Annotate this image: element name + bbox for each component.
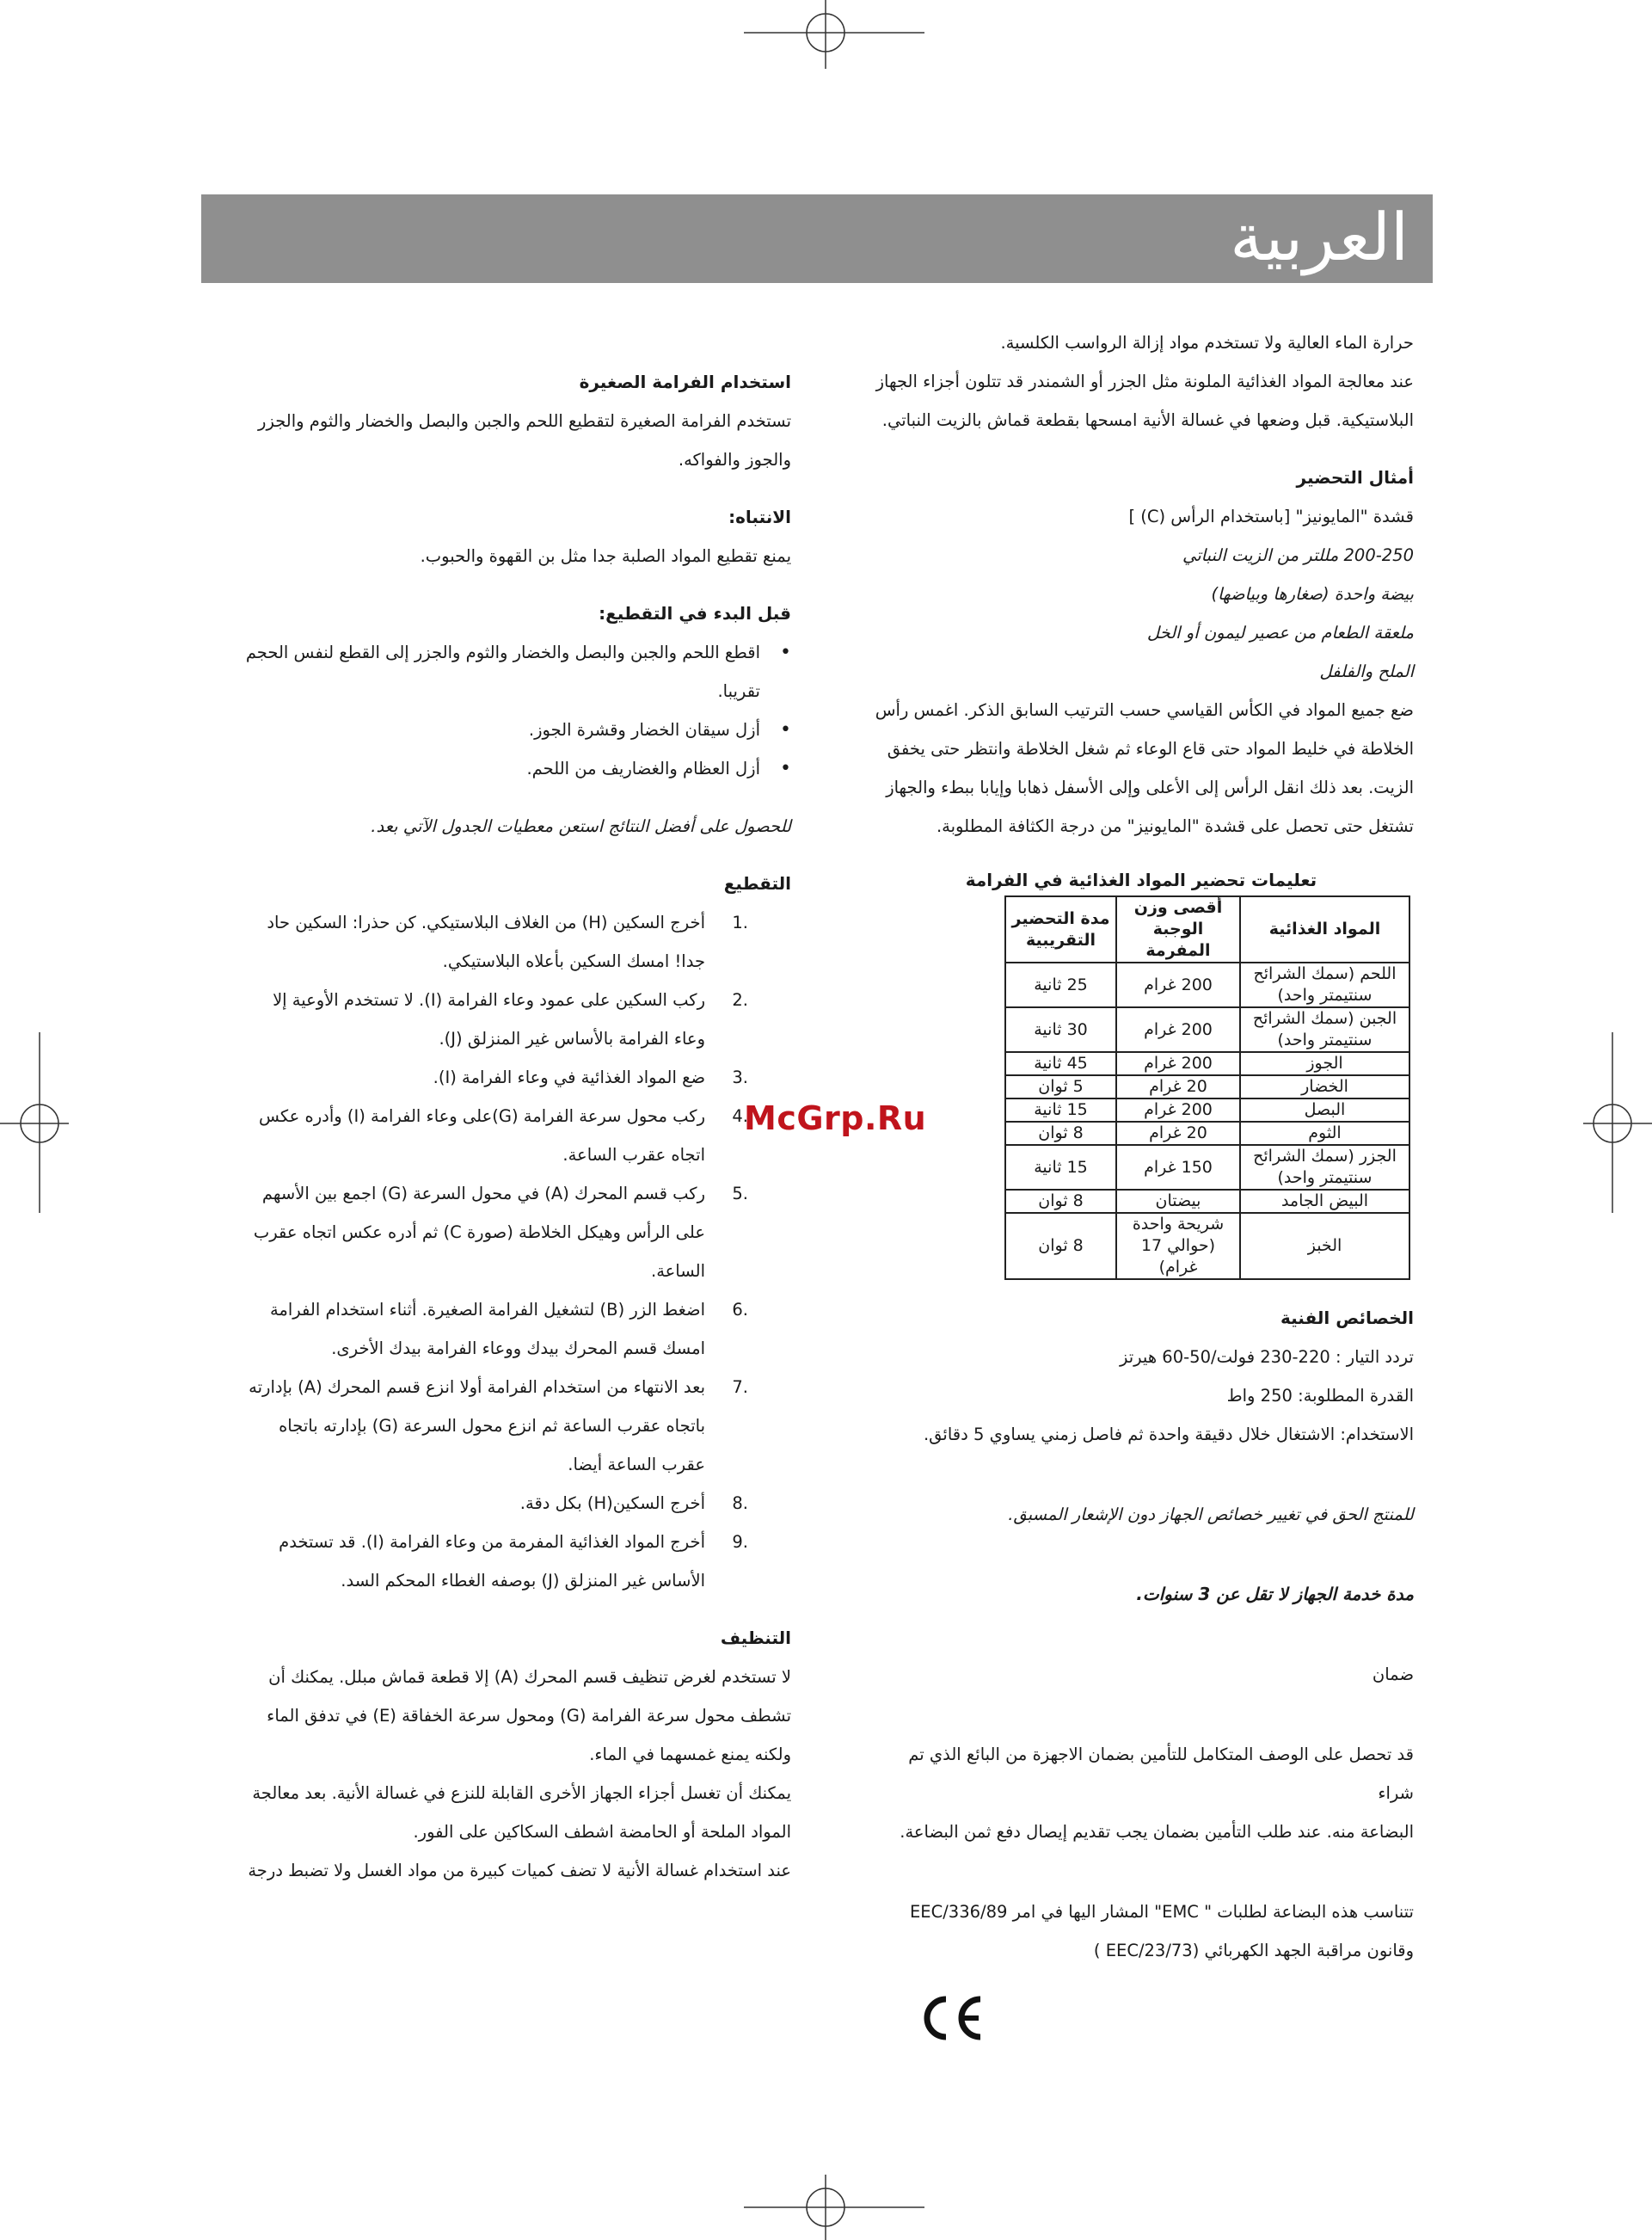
right-column — [869, 323, 1414, 1970]
cleaning-line: يمكنك أن تغسل أجزاء الجهاز الأخرى القابلة للنزع في غسالة الأنية. بعد معالجة — [252, 1783, 791, 1803]
table-cell: البيض الجامد — [1240, 1190, 1409, 1213]
crop-mark-bottom — [744, 2175, 924, 2240]
list-item: • أزل سيقان الخضار وقشرة الجوز. — [241, 711, 791, 749]
table-cell: الخبز — [1240, 1213, 1409, 1279]
cleaning-line: ولكنه يمنع غمسهما في الماء. — [589, 1745, 791, 1764]
step-text: اضغط الزر (B) لتشغيل الفرامة الصغيرة. أثناء استخدام الفرامة امسك قسم المحرك بيدك ووعاء الفرامة بيدك الأخرى. — [269, 1300, 705, 1358]
spec-line: القدرة المطلوبة: 250 واط — [1226, 1386, 1414, 1406]
table-cell: 15 ثانية — [1005, 1145, 1116, 1190]
table-cell: 30 ثانية — [1005, 1007, 1116, 1052]
attention-heading: الانتباه: — [728, 507, 791, 527]
mini-chopper-line: تستخدم الفرامة الصغيرة لتقطيع اللحم والجبن والبصل والخضار والثوم والجزر — [258, 411, 791, 431]
cutting-heading: التقطيع — [723, 873, 791, 894]
recipe-line: 200-250 مللتر من الزيت النباتي — [1182, 545, 1414, 565]
table-row — [1005, 1075, 1409, 1098]
step-text: بعد الانتهاء من استخدام الفرامة أولا انزع قسم المحرك (A) بإدارته باتجاه عقرب الساعة ثم انزع محول السرعة (G) بإدارته باتجاه عقرب الساعة أيضا. — [249, 1377, 705, 1474]
table-row — [1005, 1213, 1409, 1279]
table-row — [1005, 1098, 1409, 1122]
step-number: 3. — [732, 1068, 748, 1087]
step-text: ركب السكين على عمود وعاء الفرامة (I). لا تستخدم الأوعية إلا وعاء الفرامة بالأساس غير المنزلق (J). — [273, 990, 705, 1049]
cutting-step — [241, 903, 791, 981]
spec-line: الاستخدام: الاشتغال خلال دقيقة واحدة ثم فاصل زمني يساوي 5 دقائق. — [923, 1425, 1414, 1444]
step-text: أخرج السكين (H) من الغلاف البلاستيكي. كن حذرا: السكين حاد جدا! امسك السكين بأعلاه البلاستيكي. — [267, 913, 705, 971]
table-row — [1005, 1122, 1409, 1145]
recipe-step-line: تشتغل حتى تحصل على قشدة "المايونيز" من درجة الكثافة المطلوبة. — [936, 816, 1414, 836]
step-text: أخرج المواد الغذائية المفرمة من وعاء الفرامة (I). قد تستخدم الأساس غير المنزلق (J) بوصفه الغطاء المحكم السد. — [279, 1532, 705, 1591]
service-life-note: مدة خدمة الجهاز لا تقل عن 3 سنوات. — [1136, 1584, 1414, 1604]
table-cell: 5 ثوان — [1005, 1075, 1116, 1098]
table-cell: الجوز — [1240, 1052, 1409, 1075]
table-cell: الخضار — [1240, 1075, 1409, 1098]
step-text: ضع المواد الغذائية في وعاء الفرامة (I). — [433, 1068, 705, 1087]
list-item: • أزل العظام والغضاريف من اللحم. — [241, 749, 791, 788]
table-cell: 20 غرام — [1116, 1075, 1240, 1098]
cutting-step — [241, 981, 791, 1058]
table-cell: شريحة واحدة (حوالي 17 غرام) — [1116, 1213, 1240, 1279]
before-list — [241, 633, 791, 788]
step-number: 4. — [732, 1106, 748, 1126]
specs-heading: الخصائص الفنية — [1280, 1308, 1414, 1328]
cutting-steps-list — [241, 903, 791, 1600]
intro-line: حرارة الماء العالية ولا تستخدم مواد إزالة الرواسب الكلسية. — [1000, 333, 1414, 353]
intro-line: البلاستيكية. قبل وضعها في غسالة الأنية امسحها بقطعة قماش بالزيت النباتي. — [881, 410, 1414, 430]
examples-heading: أمثال التحضير — [1296, 467, 1414, 488]
crop-mark-left — [0, 1032, 69, 1213]
compliance-line: تتناسب هذه البضاعة لطلبات " EMC" المشار اليها في امر EEC/336/89 — [909, 1902, 1414, 1922]
mini-chopper-line: والجوز والفواكه. — [678, 450, 791, 470]
left-column — [241, 363, 791, 1890]
crop-mark-top — [744, 0, 924, 69]
recipe-line: ملعقة الطعام من عصير ليمون أو الخل — [1146, 623, 1414, 643]
table-cell: 20 غرام — [1116, 1122, 1240, 1145]
step-number: 9. — [732, 1532, 748, 1552]
attention-text: يمنع تقطيع المواد الصلبة جدا مثل بن القهوة والحبوب. — [420, 546, 791, 566]
step-number: 7. — [732, 1377, 748, 1397]
table-header: المواد الغذائية — [1240, 896, 1409, 963]
rights-note: للمنتج الحق في تغيير خصائص الجهاز دون الإشعار المسبق. — [1008, 1505, 1414, 1524]
table-row — [1005, 963, 1409, 1007]
step-number: 2. — [732, 990, 748, 1010]
table-cell: 200 غرام — [1116, 1098, 1240, 1122]
cleaning-line: عند استخدام غسالة الأنية لا تضف كميات كبيرة من مواد الغسل ولا تضبط درجة — [248, 1861, 791, 1880]
cleaning-line: تشطف محول سرعة الفرامة (G) ومحول سرعة الخفاقة (E) في تدفق الماء — [267, 1706, 791, 1726]
spec-line: تردد التيار : 220-230 فولت/50-60 هيرتز — [1119, 1347, 1414, 1367]
table-cell: البصل — [1240, 1098, 1409, 1122]
cutting-step — [241, 1290, 791, 1368]
step-text: أخرج السكين(H) بكل دقة. — [519, 1493, 705, 1513]
table-title: تعليمات تحضير المواد الغذائية في الفرامة — [965, 870, 1317, 890]
cutting-step — [241, 1523, 791, 1600]
best-results-note: للحصول على أفضل النتائج استعن معطيات الجدول الآتي بعد. — [371, 816, 791, 836]
language-header-bar — [201, 194, 1433, 283]
table-cell: 8 ثوان — [1005, 1190, 1116, 1213]
table-cell: 150 غرام — [1116, 1145, 1240, 1190]
before-heading: قبل البدء في التقطيع: — [599, 603, 791, 624]
table-cell: 200 غرام — [1116, 1052, 1240, 1075]
cutting-step — [241, 1368, 791, 1484]
step-text: ركب قسم المحرك (A) في محول السرعة (G) اجمع بين الأسهم على الرأس وهيكل الخلاطة (صورة C) ثم أدره عكس اتجاه عقرب الساعة. — [253, 1184, 705, 1281]
recipe-step-line: الخلاطة في خليط المواد حتى قاع الوعاء ثم شغل الخلاطة وانتظر حتى يخفق — [887, 739, 1414, 759]
table-cell: 45 ثانية — [1005, 1052, 1116, 1075]
cutting-step — [241, 1484, 791, 1523]
table-header: مدة التحضير التقريبية — [1005, 896, 1116, 963]
step-number: 1. — [732, 913, 748, 932]
recipe-line: بيضة واحدة (صغارها وبياضها) — [1211, 584, 1414, 604]
table-row — [1005, 1052, 1409, 1075]
recipe-step-line: الزيت. بعد ذلك انقل الرأس إلى الأعلى وإلى الأسفل ذهابا وإيابا ببطء والجهاز — [886, 778, 1414, 797]
table-row — [1005, 1145, 1409, 1190]
table-row — [1005, 1007, 1409, 1052]
intro-line: عند معالجة المواد الغذائية الملونة مثل الجزر أو الشمندر قد تتلون أجزاء الجهاز — [875, 372, 1414, 391]
table-cell: 8 ثوان — [1005, 1213, 1116, 1279]
warranty-line: قد تحصل على الوصف المتكامل للتأمين بضمان الاجهزة من البائع الذي تم شراء — [908, 1745, 1414, 1803]
crop-mark-right — [1583, 1032, 1652, 1213]
cleaning-heading: التنظيف — [720, 1628, 791, 1648]
table-row — [1005, 1190, 1409, 1213]
site-watermark: McGrp.Ru — [744, 1099, 927, 1137]
table-cell: 200 غرام — [1116, 963, 1240, 1007]
table-cell: 8 ثوان — [1005, 1122, 1116, 1145]
table-cell: 15 ثانية — [1005, 1098, 1116, 1122]
ce-mark-icon — [918, 1994, 986, 2042]
table-header: أقصى وزن الوجبة المفرمة — [1116, 896, 1240, 963]
table-cell: الثوم — [1240, 1122, 1409, 1145]
table-cell: اللحم (سمك الشرائح سنتيمتر واحد) — [1240, 963, 1409, 1007]
step-number: 6. — [732, 1300, 748, 1320]
cutting-step — [241, 1097, 791, 1174]
mini-chopper-heading: استخدام الفرامة الصغيرة — [579, 372, 791, 392]
table-cell: 200 غرام — [1116, 1007, 1240, 1052]
step-text: ركب محول سرعة الفرامة (G)على وعاء الفرامة (I) وأدره عكس اتجاه عقرب الساعة. — [259, 1106, 705, 1165]
recipe-line: قشدة "المايونيز" [باستخدام الرأس (C) ] — [1128, 507, 1414, 526]
table-cell: الجبن (سمك الشرائح سنتيمتر واحد) — [1240, 1007, 1409, 1052]
step-number: 8. — [732, 1493, 748, 1513]
table-cell: 25 ثانية — [1005, 963, 1116, 1007]
page-title: العربية — [1230, 199, 1409, 275]
cleaning-line: المواد الملحة أو الحامضة اشطف السكاكين على الفور. — [413, 1822, 791, 1842]
compliance-line: وقانون مراقبة الجهد الكهربائي (EEC/23/73 ) — [1093, 1941, 1414, 1960]
cleaning-line: لا تستخدم لغرض تنظيف قسم المحرك (A) إلا قطعة قماش مبلل. يمكنك أن — [268, 1667, 791, 1687]
recipe-step-line: ضع جميع المواد في الكأس القياسي حسب الترتيب السابق الذكر. اغمس رأس — [875, 700, 1414, 720]
warranty-line: البضاعة منه. عند طلب التأمين بضمان يجب تقديم إيصال دفع ثمن البضاعة. — [900, 1822, 1414, 1842]
table-cell: الجزر (سمك الشرائح سنتيمتر واحد) — [1240, 1145, 1409, 1190]
list-item: • اقطع اللحم والجبن والبصل والخضار والثوم والجزر إلى القطع لنفس الحجم تقريبا. — [241, 633, 791, 711]
cutting-step — [241, 1174, 791, 1290]
cutting-step — [241, 1058, 791, 1097]
recipe-line: الملح والفلفل — [1319, 662, 1414, 681]
step-number: 5. — [732, 1184, 748, 1203]
table-cell: بيضتان — [1116, 1190, 1240, 1213]
warranty-heading: ضمان — [1372, 1665, 1414, 1684]
food-preparation-table — [1004, 895, 1410, 1280]
